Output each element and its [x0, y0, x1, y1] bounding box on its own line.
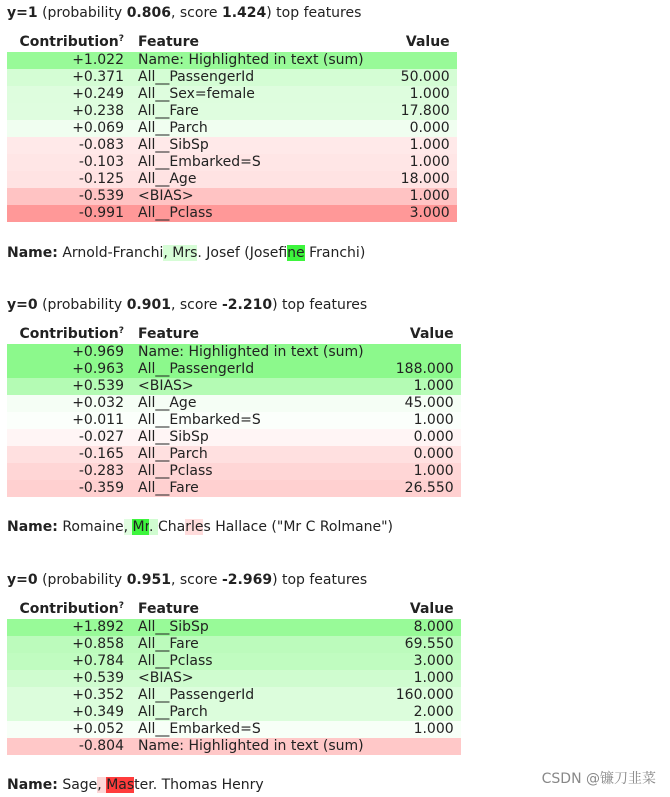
name-segment: Arnold-Franchi — [62, 245, 164, 261]
feature-table-wrap — [7, 23, 457, 222]
feature-cell: <BIAS> — [138, 188, 194, 204]
value-cell: 26.550 — [404, 480, 454, 496]
name-segment: Cha — [157, 519, 186, 535]
value-cell: 1.000 — [409, 188, 450, 204]
contribution-cell: +0.963 — [72, 361, 124, 377]
value-cell: 0.000 — [409, 120, 450, 136]
contribution-header — [7, 321, 131, 344]
feature-row — [7, 463, 461, 480]
contribution-cell: +0.238 — [72, 103, 124, 119]
feature-cell: All__Sex=female — [138, 86, 255, 102]
feature-table — [7, 29, 457, 222]
feature-row — [7, 361, 461, 378]
score-value: 1.424 — [221, 5, 267, 21]
contribution-cell: +0.352 — [72, 687, 124, 703]
heading-suffix: ) top features — [266, 5, 362, 21]
feature-cell: All__Fare — [138, 480, 199, 496]
value-cell: 18.000 — [400, 171, 450, 187]
feature-cell: Name: Highlighted in text (sum) — [138, 738, 364, 754]
value-cell: 1.000 — [413, 670, 454, 686]
target-label: y=1 — [7, 5, 38, 21]
value-cell: 69.550 — [404, 636, 454, 652]
score-value: -2.210 — [221, 297, 273, 313]
target-label: y=0 — [7, 297, 38, 313]
feature-table-wrap — [7, 315, 461, 497]
target-label: y=0 — [7, 572, 38, 588]
feature-cell: All__Age — [138, 171, 197, 187]
contribution-header — [7, 596, 131, 619]
contribution-cell: -0.991 — [78, 205, 124, 221]
contribution-cell: -0.804 — [78, 738, 124, 754]
explanation-heading — [7, 570, 367, 590]
feature-header: Feature — [131, 596, 371, 619]
value-cell: 1.000 — [413, 721, 454, 737]
score-value: -2.969 — [221, 572, 273, 588]
contribution-cell: -0.539 — [78, 188, 124, 204]
name-segment: Mas — [106, 777, 135, 793]
score-word: , score — [170, 5, 218, 21]
feature-row — [7, 653, 461, 670]
value-header: Value — [371, 29, 457, 52]
name-segment: rle — [185, 519, 204, 535]
contribution-cell: -0.083 — [78, 137, 124, 153]
value-cell: 45.000 — [404, 395, 454, 411]
value-cell: 160.000 — [395, 687, 454, 703]
feature-row — [7, 670, 461, 687]
feature-table — [7, 596, 461, 755]
feature-cell: All__Parch — [138, 704, 208, 720]
feature-row — [7, 52, 457, 69]
contribution-cell: +1.892 — [72, 619, 124, 635]
heading-suffix: ) top features — [272, 572, 368, 588]
contribution-cell: +0.539 — [72, 670, 124, 686]
feature-cell: All__Parch — [138, 120, 208, 136]
contribution-cell: -0.165 — [78, 446, 124, 462]
feature-cell: <BIAS> — [138, 670, 194, 686]
contribution-cell: +0.052 — [72, 721, 124, 737]
probability-word: (probability — [42, 572, 123, 588]
probability-value: 0.901 — [126, 297, 171, 313]
feature-row — [7, 429, 461, 446]
value-cell: 3.000 — [413, 653, 454, 669]
help-icon[interactable]: ? — [118, 601, 124, 611]
feature-cell: All__Pclass — [138, 463, 213, 479]
heading-suffix: ) top features — [272, 297, 368, 313]
feature-header: Feature — [131, 29, 371, 52]
feature-row — [7, 103, 457, 120]
name-label: Name: — [7, 519, 58, 535]
contribution-cell: +1.022 — [72, 52, 124, 68]
feature-table-wrap — [7, 590, 461, 755]
feature-cell: All__Embarked=S — [138, 412, 261, 428]
header-row — [7, 596, 461, 619]
value-cell: 1.000 — [409, 137, 450, 153]
feature-header: Feature — [131, 321, 371, 344]
value-header: Value — [371, 321, 461, 344]
name-label: Name: — [7, 777, 58, 793]
feature-row — [7, 738, 461, 755]
header-row — [7, 321, 461, 344]
feature-row — [7, 619, 461, 636]
feature-row — [7, 687, 461, 704]
name-segment: , — [123, 519, 133, 535]
contribution-cell: +0.032 — [72, 395, 124, 411]
feature-row — [7, 86, 457, 103]
feature-cell: All__Embarked=S — [138, 721, 261, 737]
feature-cell: All__Fare — [138, 636, 199, 652]
value-cell: 2.000 — [413, 704, 454, 720]
contribution-cell: +0.858 — [72, 636, 124, 652]
value-cell: 188.000 — [395, 361, 454, 377]
feature-row — [7, 69, 457, 86]
contribution-header — [7, 29, 131, 52]
probability-word: (probability — [42, 5, 123, 21]
feature-table — [7, 321, 461, 497]
name-segment: Sage — [62, 777, 98, 793]
explanation-heading — [7, 3, 361, 23]
value-cell: 0.000 — [413, 446, 454, 462]
value-cell: 1.000 — [409, 86, 450, 102]
header-row — [7, 29, 457, 52]
contribution-cell: +0.784 — [72, 653, 124, 669]
contribution-cell: +0.349 — [72, 704, 124, 720]
score-word: , score — [170, 572, 218, 588]
feature-row — [7, 120, 457, 137]
probability-word: (probability — [42, 297, 123, 313]
value-cell: 50.000 — [400, 69, 450, 85]
feature-row — [7, 412, 461, 429]
feature-cell: All__Pclass — [138, 653, 213, 669]
name-label: Name: — [7, 245, 58, 261]
contribution-cell: -0.283 — [78, 463, 124, 479]
feature-cell: All__SibSp — [138, 619, 209, 635]
feature-cell: All__PassengerId — [138, 361, 255, 377]
feature-cell: <BIAS> — [138, 378, 194, 394]
highlighted-name — [7, 517, 393, 537]
value-cell: 1.000 — [409, 154, 450, 170]
contribution-cell: +0.539 — [72, 378, 124, 394]
value-cell: 3.000 — [409, 205, 450, 221]
contribution-cell: +0.011 — [72, 412, 124, 428]
contribution-cell: +0.069 — [72, 120, 124, 136]
contribution-header-label: Contribution — [19, 601, 119, 617]
feature-row — [7, 205, 457, 222]
name-segment: Mr — [132, 519, 150, 535]
feature-cell: All__Embarked=S — [138, 154, 261, 170]
name-segment: . — [149, 519, 158, 535]
feature-cell: All__SibSp — [138, 429, 209, 445]
highlighted-name — [7, 243, 365, 263]
help-icon[interactable]: ? — [118, 34, 124, 44]
name-segment: ter. Thomas Henry — [134, 777, 264, 793]
feature-cell: All__Parch — [138, 446, 208, 462]
watermark: CSDN @镰刀韭菜 — [541, 771, 656, 787]
contribution-cell: -0.027 — [78, 429, 124, 445]
help-icon[interactable]: ? — [118, 326, 124, 336]
probability-value: 0.806 — [126, 5, 171, 21]
feature-row — [7, 171, 457, 188]
feature-row — [7, 721, 461, 738]
value-cell — [371, 344, 461, 361]
feature-cell: All__Age — [138, 395, 197, 411]
contribution-header-label: Contribution — [19, 34, 119, 50]
feature-cell: Name: Highlighted in text (sum) — [138, 52, 364, 68]
explanation-heading — [7, 295, 367, 315]
value-cell: 17.800 — [400, 103, 450, 119]
value-cell: 1.000 — [413, 463, 454, 479]
value-cell: 0.000 — [413, 429, 454, 445]
contribution-cell: +0.249 — [72, 86, 124, 102]
probability-value: 0.951 — [126, 572, 171, 588]
feature-cell: All__Pclass — [138, 205, 213, 221]
score-word: , score — [170, 297, 218, 313]
feature-row — [7, 378, 461, 395]
feature-row — [7, 344, 461, 361]
value-header: Value — [371, 596, 461, 619]
name-segment: Romaine — [62, 519, 124, 535]
feature-cell: All__PassengerId — [138, 687, 255, 703]
feature-cell: All__SibSp — [138, 137, 209, 153]
feature-cell: All__PassengerId — [138, 69, 255, 85]
contribution-cell: -0.103 — [78, 154, 124, 170]
value-cell: 8.000 — [413, 619, 454, 635]
name-segment: , — [97, 777, 107, 793]
name-segment: Franchi) — [304, 245, 366, 261]
feature-cell: Name: Highlighted in text (sum) — [138, 344, 364, 360]
value-cell — [371, 738, 461, 755]
contribution-cell: +0.969 — [72, 344, 124, 360]
feature-row — [7, 154, 457, 171]
highlighted-name — [7, 775, 264, 795]
feature-row — [7, 188, 457, 205]
name-segment: s Hallace ("Mr C Rolmane") — [203, 519, 393, 535]
feature-row — [7, 137, 457, 154]
value-cell — [371, 52, 457, 69]
contribution-header-label: Contribution — [19, 326, 119, 342]
value-cell: 1.000 — [413, 378, 454, 394]
contribution-cell: -0.359 — [78, 480, 124, 496]
name-segment: , Mrs — [163, 245, 198, 261]
name-segment: . Josef (Josefi — [197, 245, 288, 261]
feature-cell: All__Fare — [138, 103, 199, 119]
contribution-cell: +0.371 — [72, 69, 124, 85]
contribution-cell: -0.125 — [78, 171, 124, 187]
feature-row — [7, 704, 461, 721]
value-cell: 1.000 — [413, 412, 454, 428]
name-segment: ne — [287, 245, 305, 261]
feature-row — [7, 636, 461, 653]
feature-row — [7, 446, 461, 463]
feature-row — [7, 395, 461, 412]
feature-row — [7, 480, 461, 497]
